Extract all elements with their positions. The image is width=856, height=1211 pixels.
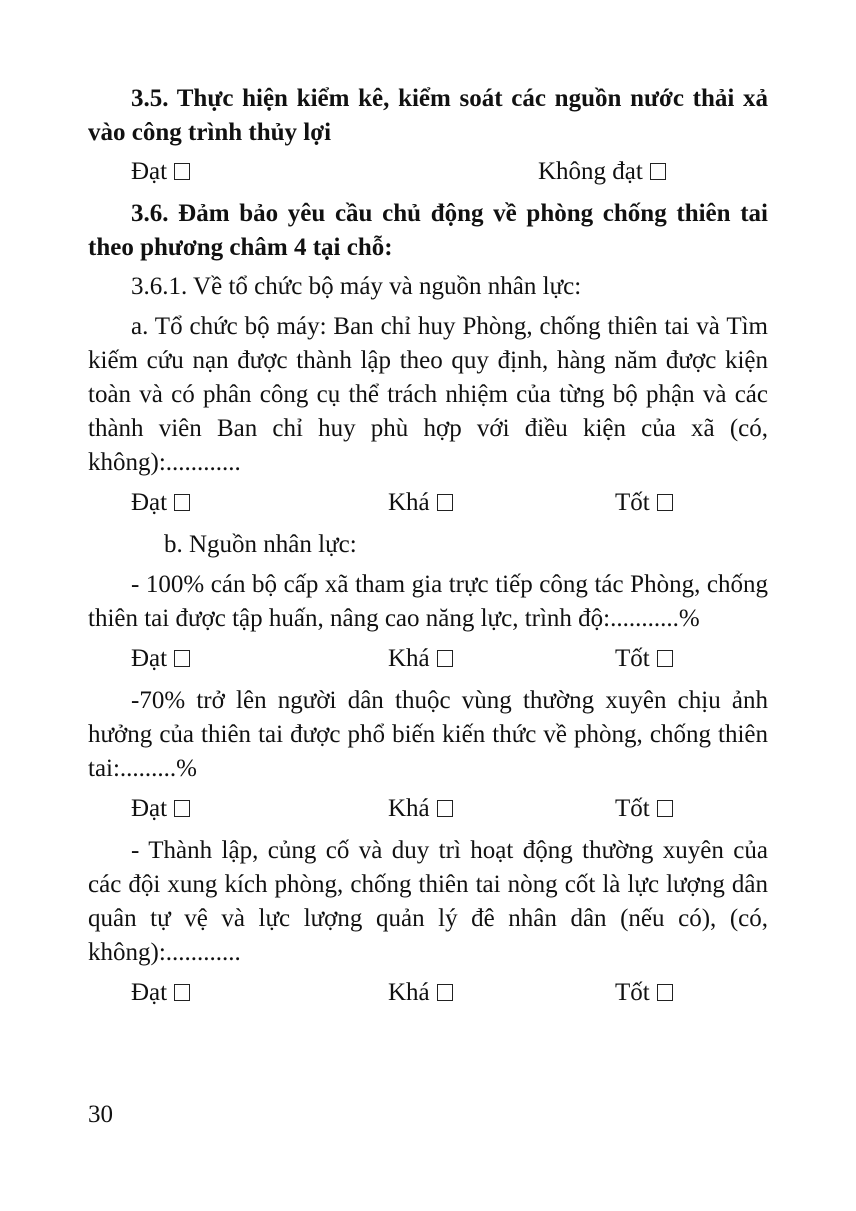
checkbox[interactable] xyxy=(650,163,666,180)
option-kha[interactable] xyxy=(388,976,453,1010)
checkbox[interactable] xyxy=(437,800,453,817)
option-khong-dat[interactable] xyxy=(538,155,666,189)
option-label: Đạt xyxy=(131,645,168,672)
checkbox[interactable] xyxy=(174,984,190,1001)
option-kha[interactable] xyxy=(388,792,453,826)
option-kha[interactable] xyxy=(388,642,453,676)
option-label: Tốt xyxy=(615,979,650,1006)
option-tot[interactable] xyxy=(615,792,673,826)
rating-row-bullet-1 xyxy=(88,642,768,676)
option-label: Đạt xyxy=(131,795,168,822)
option-label: Đạt xyxy=(131,979,168,1006)
option-tot[interactable] xyxy=(615,976,673,1010)
option-label: Khá xyxy=(388,795,430,822)
option-kha[interactable] xyxy=(388,486,453,520)
section-3-5-heading: 3.5. Thực hiện kiểm kê, kiểm soát các nguồn nước thải xả vào công trình thủy lợi xyxy=(88,85,768,146)
option-label: Không đạt xyxy=(538,158,643,185)
option-label: Khá xyxy=(388,489,430,516)
option-label: Đạt xyxy=(131,489,168,516)
option-tot[interactable] xyxy=(615,642,673,676)
option-label: Khá xyxy=(388,645,430,672)
item-b-heading: b. Nguồn nhân lực: xyxy=(164,531,357,558)
rating-row-bullet-3 xyxy=(88,976,768,1010)
checkbox[interactable] xyxy=(437,984,453,1001)
item-a-paragraph: a. Tổ chức bộ máy: Ban chỉ huy Phòng, chống thiên tai và Tìm kiếm cứu nạn được thành lập theo quy định, hàng năm được kiện toàn và có phân công cụ thể trách nhiệm của từng bộ phận và các thành viên Ban chỉ huy phù hợp với điều kiện của xã (có, không):............ xyxy=(88,313,768,476)
checkbox[interactable] xyxy=(657,984,673,1001)
rating-row-a xyxy=(88,486,768,520)
checkbox[interactable] xyxy=(174,494,190,511)
option-dat[interactable] xyxy=(131,486,190,520)
bullet-2-paragraph: -70% trở lên người dân thuộc vùng thường xuyên chịu ảnh hưởng của thiên tai được phổ biến kiến thức về phòng, chống thiên tai:.........% xyxy=(88,687,768,782)
checkbox[interactable] xyxy=(437,650,453,667)
option-dat[interactable] xyxy=(131,642,190,676)
page-number: 30 xyxy=(88,1101,113,1128)
checkbox[interactable] xyxy=(437,494,453,511)
document-page xyxy=(88,82,768,1018)
section-3-6-1: 3.6.1. Về tổ chức bộ máy và nguồn nhân lực: xyxy=(131,273,582,300)
checkbox[interactable] xyxy=(657,494,673,511)
option-label: Tốt xyxy=(615,795,650,822)
option-dat[interactable] xyxy=(131,155,190,189)
bullet-3-paragraph: - Thành lập, củng cố và duy trì hoạt động thường xuyên của các đội xung kích phòng, chống thiên tai nòng cốt là lực lượng dân quân tự vệ và lực lượng quản lý đê nhân dân (nếu có), (có, không):............ xyxy=(88,837,768,966)
checkbox[interactable] xyxy=(174,650,190,667)
option-label: Tốt xyxy=(615,645,650,672)
checkbox[interactable] xyxy=(657,650,673,667)
bullet-1-paragraph: - 100% cán bộ cấp xã tham gia trực tiếp công tác Phòng, chống thiên tai được tập huấn, nâng cao năng lực, trình độ:...........% xyxy=(88,571,768,632)
checkbox[interactable] xyxy=(657,800,673,817)
rating-row-3-5 xyxy=(88,155,768,189)
rating-row-bullet-2 xyxy=(88,792,768,826)
option-label: Tốt xyxy=(615,489,650,516)
section-3-6-heading: 3.6. Đảm bảo yêu cầu chủ động về phòng chống thiên tai theo phương châm 4 tại chỗ: xyxy=(88,200,768,261)
checkbox[interactable] xyxy=(174,163,190,180)
option-dat[interactable] xyxy=(131,976,190,1010)
option-dat[interactable] xyxy=(131,792,190,826)
option-label: Đạt xyxy=(131,158,168,185)
checkbox[interactable] xyxy=(174,800,190,817)
option-tot[interactable] xyxy=(615,486,673,520)
option-label: Khá xyxy=(388,979,430,1006)
